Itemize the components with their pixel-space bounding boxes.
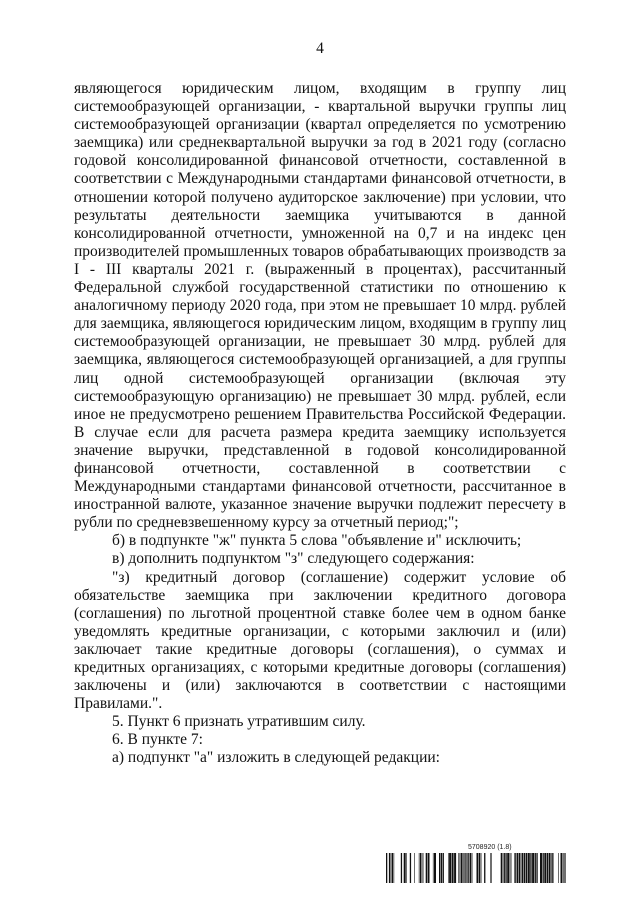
page-number: 4 <box>316 40 324 57</box>
paragraph-item-a: а) подпункт "а" изложить в следующей редакции: <box>112 749 440 767</box>
paragraph-item-v: в) дополнить подпунктом "з" следующего содержания: <box>112 550 475 568</box>
barcode-icon <box>386 853 566 883</box>
paragraph-continuation: являющегося юридическим лицом, входящим в группу лиц системообразующей организации, - квартальной выручки группы лиц системообразующей организации (квартал определяется по усмотрению заемщика) или среднеквартальной выручки за год в 2021 году (согласно годовой консолидированной финансовой отчетности, составленной в соответствии с Международными стандартами финансовой отчетности, в отношении которой получено аудиторское заключение) при условии, что результаты деятельности заемщика учитываются в данной консолидированной отчетности, умноженной на 0,7 и на индекс цен производителей промышленных товаров обрабатывающих производств за I - III кварталы 2021 г. (выраженный в процентах), рассчитанный Федеральной службой государственной статистики по отношению к аналогичному периоду 2020 года, при этом не превышает 10 млрд. рублей для заемщика, являющегося юридическим лицом, входящим в группу лиц системообразующей организации, не превышает 30 млрд. рублей для заемщика, являющегося системообразующей организацией, а для группы лиц одной системообразующей организации (включая эту системообразующую организацию) не превышает 30 млрд. рублей, если иное не предусмотрено решением Правительства Российской Федерации. В случае если для расчета размера кредита заемщику используется значение выручки, представленной в годовой консолидированной финансовой отчетности, составленной в соответствии с Международными стандартами финансовой отчетности, рассчитанное в иностранной валюте, указанное значение выручки подлежит пересчету в рубли по средневзвешенному курсу за отчетный период;"; <box>74 80 566 532</box>
paragraph-point-5: 5. Пункт 6 признать утратившим силу. <box>112 713 366 731</box>
document-code: 5708920 (1.8) <box>468 844 512 851</box>
body-text <box>74 80 566 768</box>
paragraph-point-6: 6. В пункте 7: <box>112 731 203 749</box>
paragraph-item-b: б) в подпункте "ж" пункта 5 слова "объявление и" исключить; <box>112 532 522 550</box>
paragraph-item-z: "з) кредитный договор (соглашение) содержит условие об обязательстве заемщика при заключении кредитного договора (соглашения) по льготной процентной ставке более чем в одном банке уведомлять кредитные организации, с которыми заключил и (или) заключает такие кредитные договоры (соглашения), о суммах и кредитных организациях, с которыми кредитные договоры (соглашения) заключены и (или) заключаются в соответствии с настоящими Правилами.". <box>74 568 566 713</box>
